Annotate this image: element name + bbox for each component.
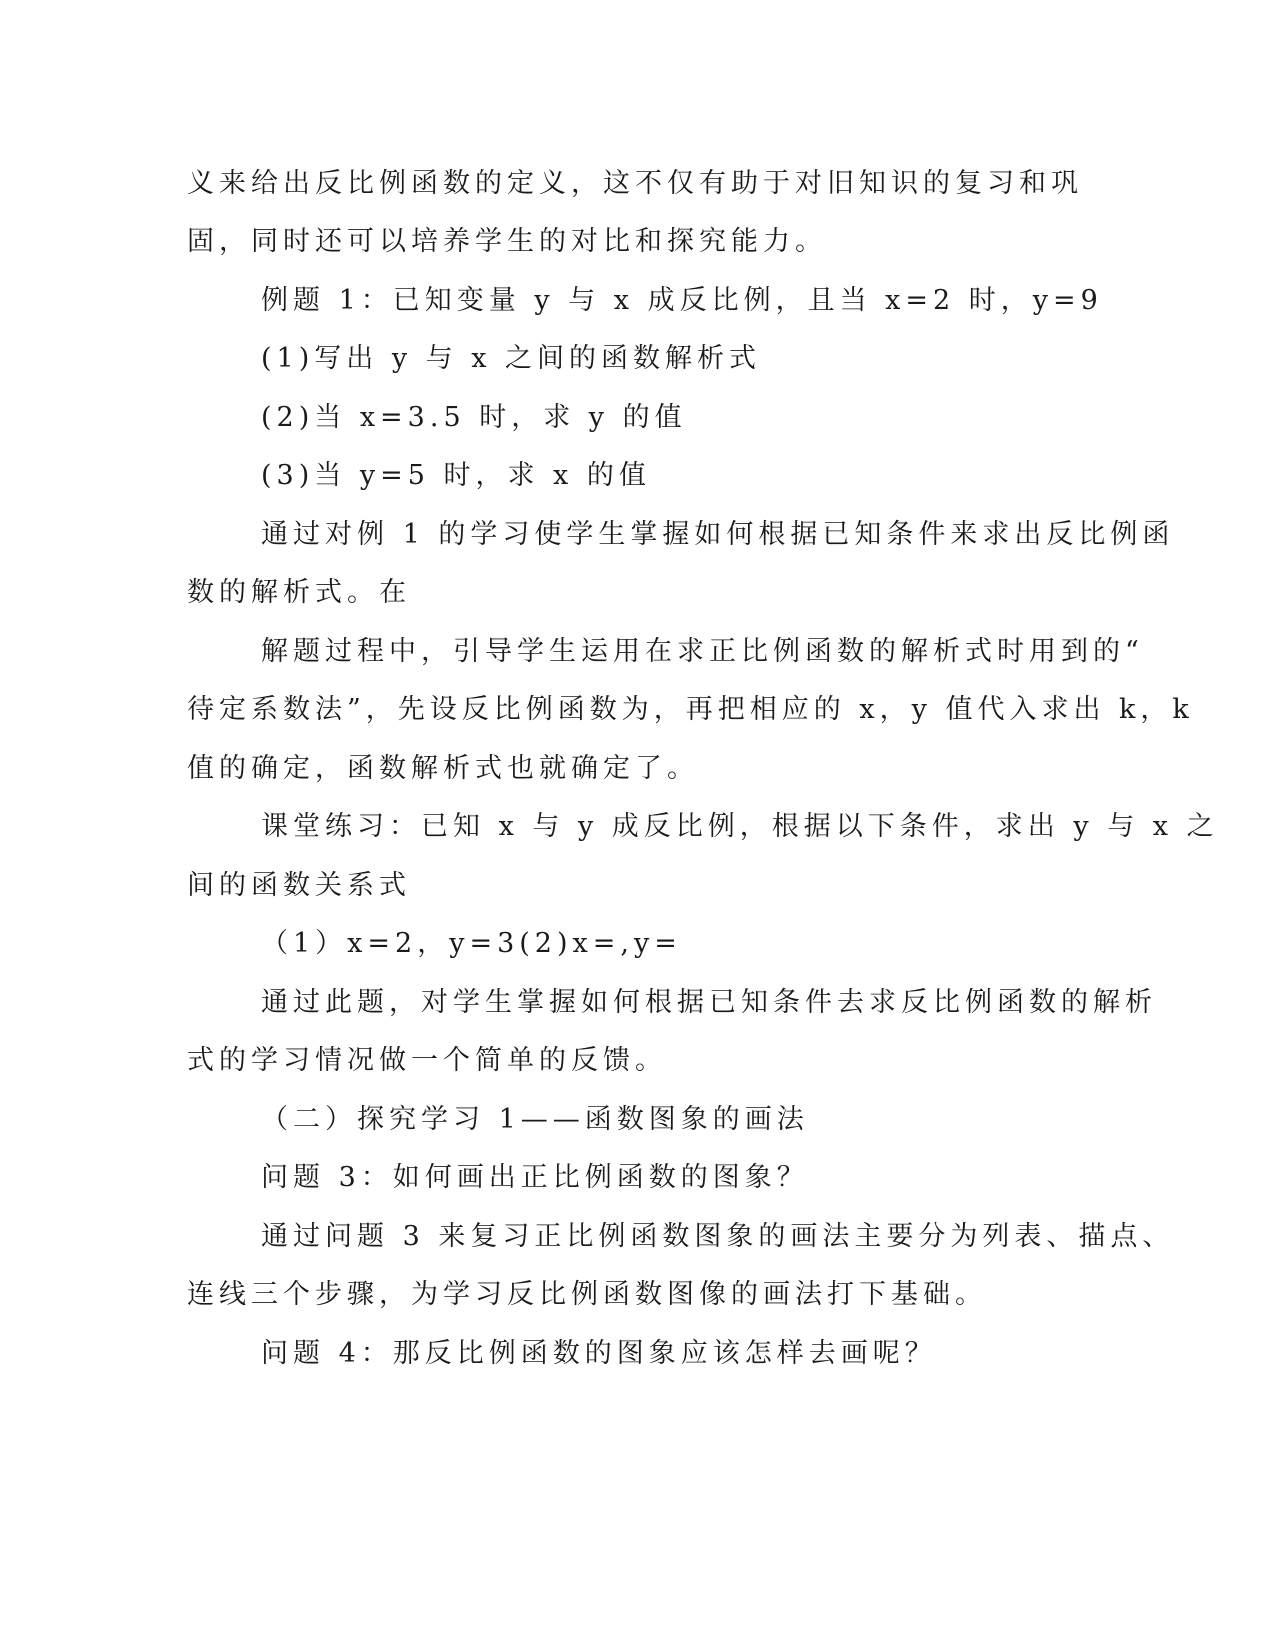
question-3: 问题 3：如何画出正比例函数的图象？ — [261, 1162, 809, 1193]
paragraph-line-5: 解题过程中，引导学生运用在求正比例函数的解析式时用到的“ — [261, 636, 1144, 667]
paragraph-line-9: 式的学习情况做一个简单的反馈。 — [187, 1045, 667, 1076]
paragraph-line-6: 待定系数法”，先设反比例函数为，再把相应的 x，y 值代入求出 k，k — [187, 694, 1194, 725]
paragraph-line-11: 连线三个步骤，为学习反比例函数图像的画法打下基础。 — [187, 1279, 987, 1310]
exercise-conditions: （1）x=2，y=3(2)x=,y= — [261, 928, 682, 959]
example-1-part-1: (1)写出 y 与 x 之间的函数解析式 — [261, 343, 762, 374]
example-1-part-3: (3)当 y=5 时，求 x 的值 — [261, 460, 651, 491]
paragraph-line-8: 通过此题，对学生掌握如何根据已知条件去求反比例函数的解析 — [261, 987, 1157, 1018]
paragraph-line-3: 通过对例 1 的学习使学生掌握如何根据已知条件来求出反比例函 — [261, 519, 1175, 550]
question-4: 问题 4：那反比例函数的图象应该怎样去画呢？ — [261, 1338, 937, 1369]
exercise-heading: 课堂练习：已知 x 与 y 成反比例，根据以下条件，求出 y 与 x 之 — [261, 811, 1219, 842]
paragraph-line-2: 固，同时还可以培养学生的对比和探究能力。 — [187, 226, 827, 257]
paragraph-line-1: 义来给出反比例函数的定义，这不仅有助于对旧知识的复习和巩 — [187, 168, 1083, 199]
paragraph-line-10: 通过问题 3 来复习正比例函数图象的画法主要分为列表、描点、 — [261, 1221, 1175, 1252]
example-1-heading: 例题 1：已知变量 y 与 x 成反比例，且当 x=2 时，y=9 — [261, 285, 1103, 316]
paragraph-line-4: 数的解析式。在 — [187, 577, 411, 608]
section-heading: （二）探究学习 1——函数图象的画法 — [261, 1104, 809, 1135]
exercise-line-2: 间的函数关系式 — [187, 870, 411, 901]
example-1-part-2: (2)当 x=3.5 时，求 y 的值 — [261, 402, 687, 433]
paragraph-line-7: 值的确定，函数解析式也就确定了。 — [187, 753, 699, 784]
